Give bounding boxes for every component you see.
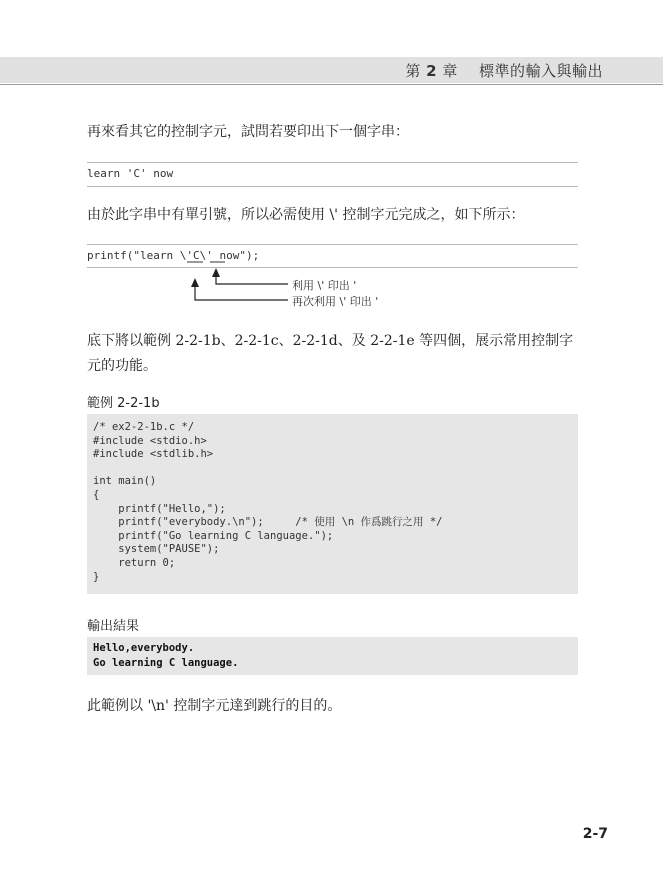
paragraph-examples-intro: 底下將以範例 2-2-1b、2-2-1c、2-2-1d、及 2-2-1e 等四個，展示常用控制字元的功能。	[87, 333, 574, 374]
example-code-box	[87, 414, 578, 594]
arrowhead-second	[191, 278, 199, 287]
output-title: 輸出結果	[87, 619, 140, 634]
paragraph-intro: 再來看其它的控制字元，試問若要印出下一個字串：	[87, 124, 409, 140]
code-line: printf("everybody.\n"); /* 使用 \n 作爲跳行之用 */	[93, 516, 443, 529]
chapter-suffix: 章	[442, 62, 458, 80]
output-text	[87, 637, 578, 671]
output-box	[87, 637, 578, 675]
chapter-title: 標準的輸入與輸出	[478, 62, 603, 80]
page-number: 2-7	[582, 826, 608, 842]
sample-string: learn 'C' now	[87, 167, 174, 180]
arrow-line-second	[195, 287, 288, 300]
output-line: Hello,everybody.	[93, 642, 195, 654]
annotation-first-escape: 利用 \' 印出 '	[292, 279, 357, 292]
code-line: /* ex2-2-1b.c */	[93, 421, 195, 433]
paragraph-conclusion: 此範例以 '\n' 控制字元達到跳行的目的。	[87, 698, 342, 714]
arrowhead-first	[212, 268, 220, 277]
arrow-line-first	[216, 277, 288, 284]
code-line	[93, 462, 578, 476]
example-code	[87, 414, 578, 584]
code-line: int main()	[93, 475, 157, 488]
code-line: printf("Hello,");	[93, 502, 226, 515]
example-title: 範例 2-2-1b	[87, 396, 160, 411]
chapter-number: 2	[426, 62, 438, 80]
code-line: system("PAUSE");	[93, 543, 220, 556]
annotation-second-escape: 再次利用 \' 印出 '	[292, 295, 379, 308]
paragraph-escape-explain: 由於此字串中有單引號，所以必需使用 \' 控制字元完成之，如下所示：	[87, 207, 525, 223]
code-line: {	[93, 488, 100, 501]
chapter-prefix: 第	[405, 62, 421, 80]
printf-example-code: printf("learn \'C\' now");	[87, 249, 260, 262]
code-line: }	[93, 570, 100, 583]
code-line: printf("Go learning C language.");	[93, 529, 334, 542]
code-line: #include <stdlib.h>	[93, 448, 214, 461]
code-line: return 0;	[93, 556, 176, 569]
output-line: Go learning C language.	[93, 657, 239, 669]
code-line: #include <stdio.h>	[93, 434, 207, 447]
